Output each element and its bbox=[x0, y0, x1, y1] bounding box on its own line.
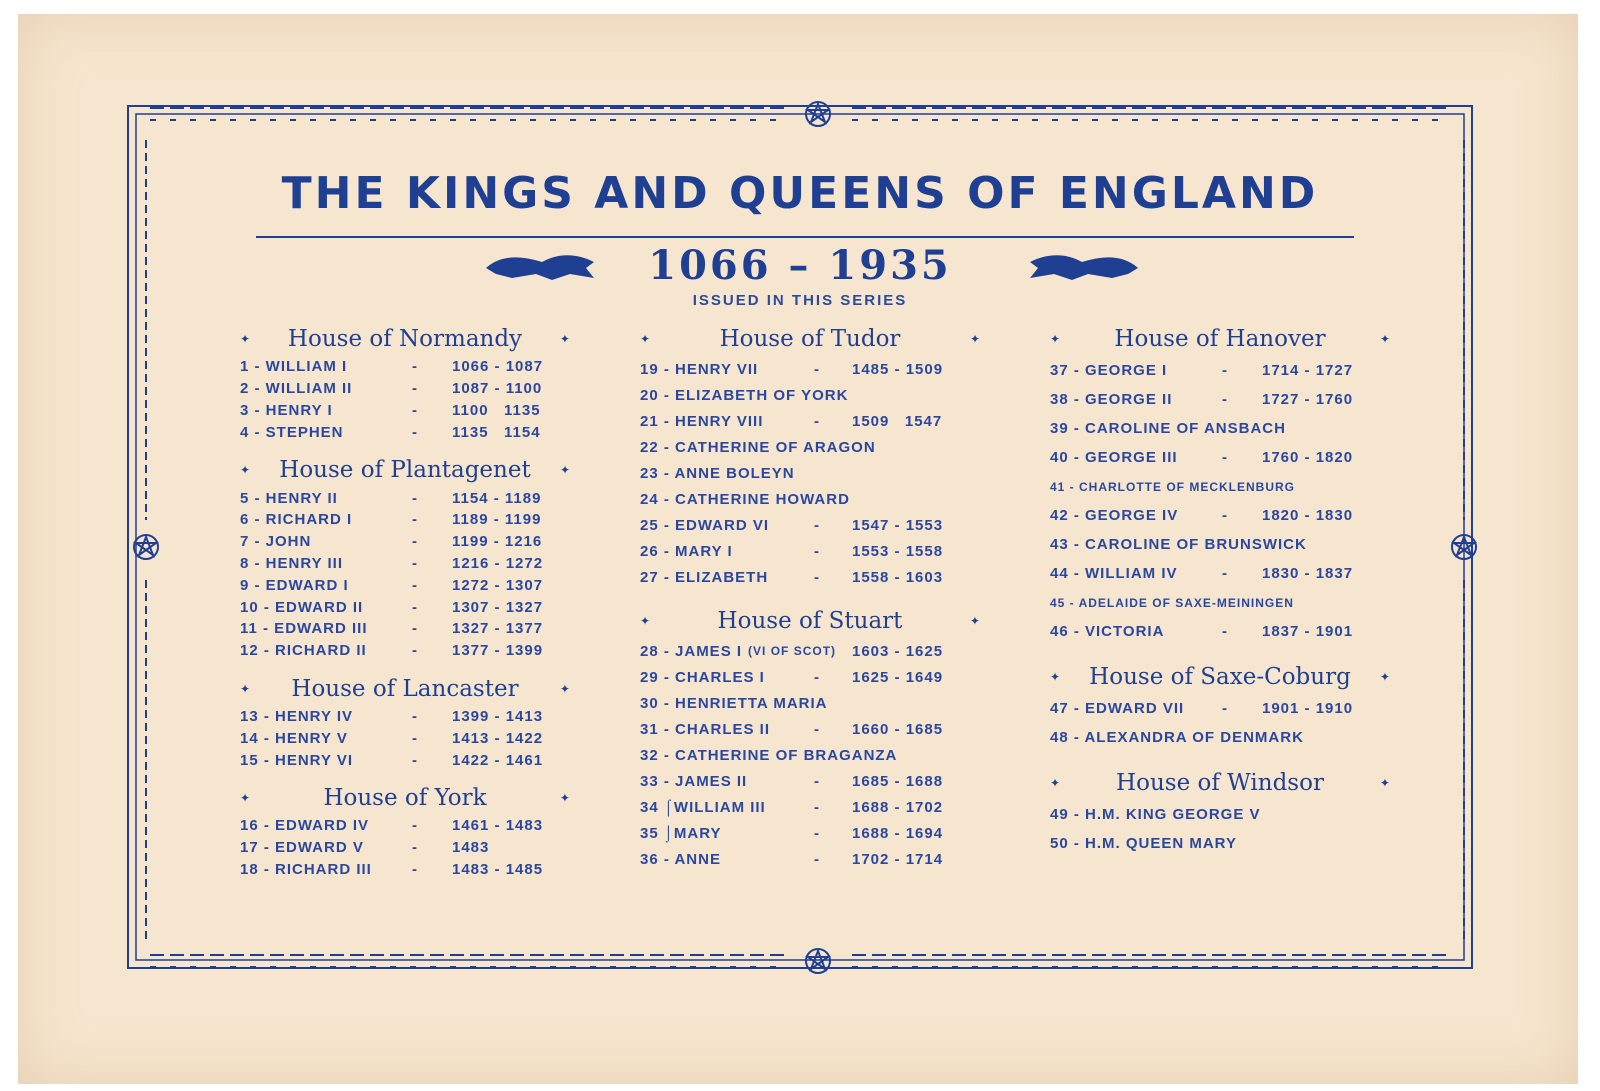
monarch-row bbox=[1050, 385, 1390, 414]
monarch-row bbox=[640, 486, 980, 512]
house-name: House of Lancaster bbox=[291, 675, 519, 702]
monarch-row bbox=[1050, 414, 1390, 443]
separator-dash: - bbox=[814, 568, 820, 586]
monarch-name: 10 - EDWARD II bbox=[240, 598, 364, 616]
monarch-row bbox=[640, 434, 980, 460]
subtitle: ISSUED IN THIS SERIES bbox=[692, 292, 908, 309]
monarch-row bbox=[640, 460, 980, 486]
separator-dash: - bbox=[412, 358, 418, 376]
monarch-name: 6 - RICHARD I bbox=[240, 511, 353, 529]
monarch-row bbox=[240, 487, 570, 509]
star-icon: ✦ bbox=[559, 681, 570, 696]
separator-dash: - bbox=[1222, 449, 1228, 466]
monarch-name: 38 - GEORGE II bbox=[1050, 391, 1173, 408]
monarch-name: 17 - EDWARD V bbox=[240, 839, 364, 857]
monarch-row bbox=[640, 664, 980, 690]
monarch-name: 42 - GEORGE IV bbox=[1050, 507, 1179, 524]
reign-years: 1702 - 1714 bbox=[852, 850, 944, 868]
reign-years: 1399 - 1413 bbox=[452, 707, 544, 725]
monarch-name: 2 - WILLIAM II bbox=[240, 380, 353, 398]
house-heading bbox=[1050, 322, 1390, 356]
monarch-row bbox=[240, 531, 570, 553]
monarch-name: 3 - HENRY I bbox=[240, 401, 333, 419]
separator-dash: - bbox=[412, 511, 418, 529]
separator-dash: - bbox=[412, 839, 418, 857]
monarch-name: 34 ⌠WILLIAM III bbox=[640, 798, 766, 816]
separator-dash: - bbox=[412, 554, 418, 572]
star-icon: ✦ bbox=[969, 614, 980, 628]
monarch-name: 37 - GEORGE I bbox=[1050, 362, 1168, 379]
monarch-name: 49 - H.M. KING GEORGE V bbox=[1050, 806, 1261, 823]
separator-dash: - bbox=[1222, 700, 1228, 717]
monarch-row bbox=[1050, 472, 1390, 501]
monarch-row bbox=[640, 512, 980, 538]
house-name: House of Tudor bbox=[719, 326, 901, 352]
monarch-row bbox=[1050, 356, 1390, 385]
reign-years: 1603 - 1625 bbox=[852, 642, 944, 660]
separator-dash: - bbox=[814, 360, 820, 378]
monarch-name: 14 - HENRY V bbox=[240, 729, 348, 747]
monarch-row bbox=[240, 356, 570, 378]
monarch-name: 32 - CATHERINE OF BRAGANZA bbox=[640, 746, 898, 764]
monarch-row bbox=[240, 596, 570, 618]
monarch-row bbox=[640, 690, 980, 716]
monarch-row bbox=[240, 749, 570, 771]
monarch-row bbox=[240, 400, 570, 422]
reign-years: 1307 - 1327 bbox=[452, 598, 544, 616]
spacer bbox=[240, 771, 570, 781]
reign-years: 1135 1154 bbox=[452, 423, 541, 441]
separator-dash: - bbox=[412, 598, 418, 616]
monarch-row bbox=[240, 378, 570, 400]
monarch-row bbox=[640, 564, 980, 590]
separator-dash: - bbox=[1222, 507, 1228, 524]
star-icon: ✦ bbox=[969, 332, 980, 346]
monarch-name: 19 - HENRY VII bbox=[640, 360, 759, 378]
reign-years: 1714 - 1727 bbox=[1262, 362, 1354, 379]
separator-dash: - bbox=[814, 772, 820, 790]
monarch-name: 45 - ADELAIDE OF SAXE-MEININGEN bbox=[1050, 595, 1294, 610]
monarch-row bbox=[640, 356, 980, 382]
spacer bbox=[240, 880, 570, 890]
spacer bbox=[1050, 646, 1390, 660]
reign-years: 1422 - 1461 bbox=[452, 751, 544, 769]
monarch-name: 24 - CATHERINE HOWARD bbox=[640, 490, 850, 508]
reign-years: 1688 - 1702 bbox=[852, 798, 944, 816]
separator-dash: - bbox=[412, 489, 418, 507]
column-left bbox=[240, 322, 570, 890]
monarch-name: 29 - CHARLES I bbox=[640, 668, 765, 686]
reign-years: 1685 - 1688 bbox=[852, 772, 944, 790]
monarch-name: 15 - HENRY VI bbox=[240, 751, 354, 769]
monarch-row bbox=[240, 859, 570, 881]
house-heading bbox=[240, 453, 570, 487]
separator-dash: - bbox=[1222, 623, 1228, 640]
monarch-name: 8 - HENRY III bbox=[240, 554, 344, 572]
separator-dash: - bbox=[1222, 362, 1228, 379]
spacer bbox=[640, 872, 980, 882]
star-icon: ✦ bbox=[559, 463, 570, 478]
house-name: House of Stuart bbox=[717, 608, 903, 634]
monarch-name: 40 - GEORGE III bbox=[1050, 449, 1178, 466]
reign-years: 1413 - 1422 bbox=[452, 729, 544, 747]
reign-years: 1830 - 1837 bbox=[1262, 565, 1354, 582]
separator-dash: - bbox=[412, 401, 418, 419]
reign-years: 1509 1547 bbox=[852, 412, 943, 430]
house-name: House of Windsor bbox=[1116, 770, 1324, 796]
monarch-name: 5 - HENRY II bbox=[240, 489, 338, 507]
star-icon: ✦ bbox=[240, 790, 251, 805]
reign-years: 1547 - 1553 bbox=[852, 516, 944, 534]
spacer bbox=[1050, 858, 1390, 868]
monarch-name: 22 - CATHERINE OF ARAGON bbox=[640, 438, 876, 456]
house-name: House of Plantagenet bbox=[279, 457, 531, 484]
reign-years: 1087 - 1100 bbox=[452, 380, 543, 398]
monarch-row bbox=[640, 638, 980, 664]
separator-dash: - bbox=[412, 817, 418, 835]
monarch-row bbox=[640, 538, 980, 564]
separator-dash: - bbox=[814, 516, 820, 534]
reign-years: 1066 - 1087 bbox=[452, 358, 544, 376]
house-name: House of Hanover bbox=[1114, 326, 1326, 352]
reign-years: 1688 - 1694 bbox=[852, 824, 944, 842]
separator-dash: - bbox=[814, 542, 820, 560]
monarch-name: 11 - EDWARD III bbox=[240, 620, 368, 638]
house-name: House of Saxe-Coburg bbox=[1089, 664, 1351, 690]
house-heading bbox=[1050, 660, 1390, 694]
reign-years: 1483 - 1485 bbox=[452, 860, 544, 878]
star-icon: ✦ bbox=[640, 332, 651, 346]
star-icon: ✦ bbox=[1379, 776, 1390, 790]
monarch-row bbox=[1050, 501, 1390, 530]
separator-dash: - bbox=[412, 576, 418, 594]
monarch-row bbox=[240, 618, 570, 640]
monarch-row bbox=[240, 837, 570, 859]
monarch-name: 7 - JOHN bbox=[240, 533, 312, 551]
monarch-row bbox=[1050, 588, 1390, 617]
spacer bbox=[240, 662, 570, 672]
star-icon: ✦ bbox=[240, 463, 251, 478]
star-icon: ✦ bbox=[1050, 776, 1061, 790]
monarch-name: 48 - ALEXANDRA OF DENMARK bbox=[1050, 729, 1304, 746]
separator-dash: - bbox=[814, 850, 820, 868]
monarch-row bbox=[640, 794, 980, 820]
reign-years: 1199 - 1216 bbox=[452, 533, 543, 551]
separator-dash: - bbox=[814, 412, 820, 430]
monarch-row bbox=[240, 815, 570, 837]
monarch-name: 20 - ELIZABETH OF YORK bbox=[640, 386, 849, 404]
monarch-name: 4 - STEPHEN bbox=[240, 423, 344, 441]
star-icon: ✦ bbox=[240, 332, 251, 346]
monarch-name: 25 - EDWARD VI bbox=[640, 516, 770, 534]
reign-years: 1901 - 1910 bbox=[1262, 700, 1354, 717]
monarch-row bbox=[640, 408, 980, 434]
column-middle bbox=[640, 322, 980, 882]
separator-dash: - bbox=[412, 729, 418, 747]
monarch-row bbox=[1050, 617, 1390, 646]
house-heading bbox=[240, 322, 570, 356]
reign-years: 1377 - 1399 bbox=[452, 642, 544, 660]
monarch-name: 27 - ELIZABETH bbox=[640, 568, 769, 586]
lion-icon bbox=[1026, 248, 1142, 284]
monarch-name: 1 - WILLIAM I bbox=[240, 358, 348, 376]
spacer bbox=[640, 590, 980, 604]
reign-years: 1760 - 1820 bbox=[1262, 449, 1354, 466]
monarch-name: 46 - VICTORIA bbox=[1050, 623, 1165, 640]
separator-dash: - bbox=[1222, 391, 1228, 408]
house-heading bbox=[640, 322, 980, 356]
separator-dash: - bbox=[814, 824, 820, 842]
monarch-row bbox=[1050, 443, 1390, 472]
monarch-row bbox=[1050, 800, 1390, 829]
monarch-name: 12 - RICHARD II bbox=[240, 642, 367, 660]
separator-dash: - bbox=[814, 798, 820, 816]
spacer bbox=[1050, 752, 1390, 766]
monarch-row bbox=[1050, 559, 1390, 588]
monarch-name: 28 - JAMES I bbox=[640, 642, 743, 660]
reign-years: 1189 - 1199 bbox=[452, 511, 542, 529]
reign-years: 1483 bbox=[452, 839, 490, 857]
monarch-name: 43 - CAROLINE OF BRUNSWICK bbox=[1050, 536, 1307, 553]
monarch-name: 44 - WILLIAM IV bbox=[1050, 565, 1178, 582]
reign-years: 1216 - 1272 bbox=[452, 554, 544, 572]
reign-years: 1727 - 1760 bbox=[1262, 391, 1354, 408]
separator-dash: - bbox=[412, 423, 418, 441]
separator-dash: - bbox=[814, 668, 820, 686]
separator-dash: - bbox=[412, 642, 418, 660]
monarch-row bbox=[240, 640, 570, 662]
monarch-row bbox=[640, 768, 980, 794]
reign-years: 1553 - 1558 bbox=[852, 542, 944, 560]
separator-dash: - bbox=[814, 720, 820, 738]
reign-years: 1660 - 1685 bbox=[852, 720, 944, 738]
separator-dash: - bbox=[1222, 565, 1228, 582]
star-icon: ✦ bbox=[1050, 670, 1061, 684]
monarch-name: 41 - CHARLOTTE OF MECKLENBURG bbox=[1050, 479, 1295, 494]
monarch-row bbox=[640, 742, 980, 768]
monarch-row bbox=[640, 716, 980, 742]
house-heading bbox=[240, 672, 570, 706]
reign-years: 1837 - 1901 bbox=[1262, 623, 1354, 640]
reign-years: 1820 - 1830 bbox=[1262, 507, 1354, 524]
monarch-name: 50 - H.M. QUEEN MARY bbox=[1050, 835, 1237, 852]
house-name: House of Normandy bbox=[287, 326, 523, 352]
spacer bbox=[240, 443, 570, 453]
monarch-row bbox=[240, 727, 570, 749]
reign-years: 1461 - 1483 bbox=[452, 817, 544, 835]
reign-years: 1485 - 1509 bbox=[852, 360, 944, 378]
reign-years: 1327 - 1377 bbox=[452, 620, 544, 638]
monarch-name: 16 - EDWARD IV bbox=[240, 817, 370, 835]
star-icon: ✦ bbox=[1050, 332, 1061, 346]
monarch-row bbox=[640, 846, 980, 872]
monarch-name: 36 - ANNE bbox=[640, 850, 721, 868]
star-icon: ✦ bbox=[559, 790, 570, 805]
separator-dash: - bbox=[412, 751, 418, 769]
separator-dash: - bbox=[412, 707, 418, 725]
house-heading bbox=[1050, 766, 1390, 800]
monarch-row bbox=[240, 706, 570, 728]
reign-years: 1625 - 1649 bbox=[852, 668, 944, 686]
monarch-row bbox=[1050, 694, 1390, 723]
column-right bbox=[1050, 322, 1390, 868]
monarch-note: (VI OF SCOT) bbox=[748, 644, 837, 658]
lion-icon bbox=[482, 248, 598, 284]
monarch-name: 18 - RICHARD III bbox=[240, 860, 372, 878]
monarch-name: 33 - JAMES II bbox=[640, 772, 748, 790]
monarch-row bbox=[240, 509, 570, 531]
separator-dash: - bbox=[412, 380, 418, 398]
star-icon: ✦ bbox=[240, 681, 251, 696]
page-title: THE KINGS AND QUEENS OF ENGLAND bbox=[281, 168, 1319, 219]
house-name: House of York bbox=[323, 784, 487, 811]
reign-years: 1100 1135 bbox=[452, 401, 541, 419]
star-icon: ✦ bbox=[640, 614, 651, 628]
star-icon: ✦ bbox=[1379, 332, 1390, 346]
monarch-row bbox=[1050, 723, 1390, 752]
monarch-name: 23 - ANNE BOLEYN bbox=[640, 464, 795, 482]
monarch-row bbox=[240, 574, 570, 596]
monarch-row bbox=[240, 421, 570, 443]
monarch-name: 26 - MARY I bbox=[640, 542, 733, 560]
monarch-row bbox=[640, 820, 980, 846]
separator-dash: - bbox=[412, 620, 418, 638]
reign-years: 1558 - 1603 bbox=[852, 568, 944, 586]
monarch-name: 9 - EDWARD I bbox=[240, 576, 349, 594]
separator-dash: - bbox=[412, 533, 418, 551]
year-range: 1066 – 1935 bbox=[648, 242, 952, 289]
monarch-name: 21 - HENRY VIII bbox=[640, 412, 764, 430]
monarch-name: 39 - CAROLINE OF ANSBACH bbox=[1050, 420, 1286, 437]
reign-years: 1154 - 1189 bbox=[452, 489, 542, 507]
monarch-name: 47 - EDWARD VII bbox=[1050, 700, 1185, 717]
house-heading bbox=[240, 781, 570, 815]
monarch-row bbox=[1050, 530, 1390, 559]
reign-years: 1272 - 1307 bbox=[452, 576, 544, 594]
house-heading bbox=[640, 604, 980, 638]
monarch-row bbox=[640, 382, 980, 408]
monarch-row bbox=[240, 553, 570, 575]
monarch-name: 35 ⌡MARY bbox=[640, 824, 722, 842]
monarch-name: 31 - CHARLES II bbox=[640, 720, 771, 738]
star-icon: ✦ bbox=[559, 332, 570, 346]
monarch-name: 30 - HENRIETTA MARIA bbox=[640, 694, 828, 712]
star-icon: ✦ bbox=[1379, 670, 1390, 684]
monarch-row bbox=[1050, 829, 1390, 858]
separator-dash: - bbox=[412, 860, 418, 878]
monarch-name: 13 - HENRY IV bbox=[240, 707, 354, 725]
title-rule bbox=[256, 236, 1354, 238]
